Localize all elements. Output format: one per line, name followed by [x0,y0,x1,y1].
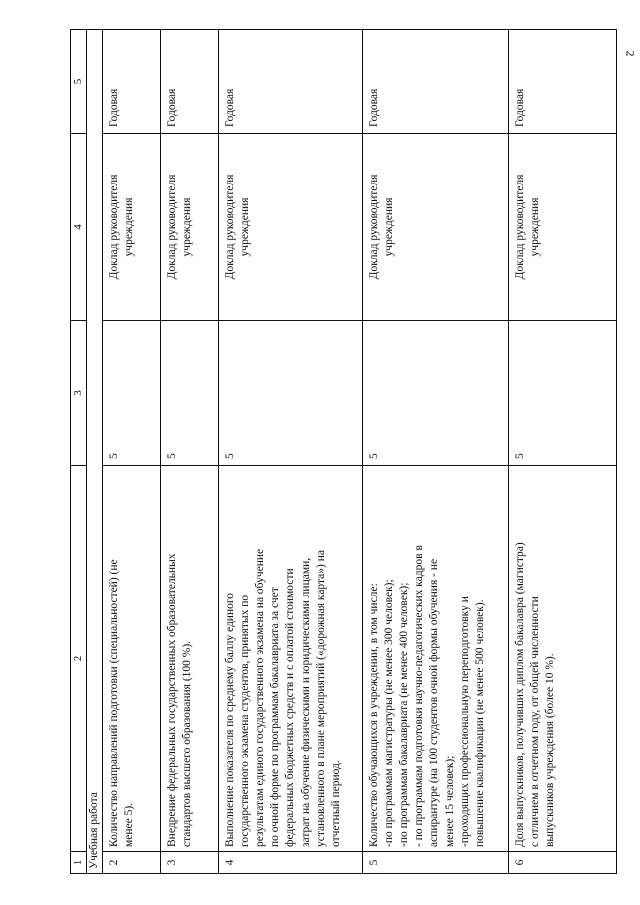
source-line: учреждения [238,197,251,257]
period-cell: Годовая [218,30,362,134]
score-cell: 5 [160,321,218,466]
criterion-line: -по программам магистратуры (не менее 300 человек); [382,579,395,847]
criterion-text [218,466,362,852]
criterion-text [160,466,218,852]
criterion-line: с отличием в отчетном году, от общей численности [528,596,541,847]
table-row [160,30,218,874]
criterion-line: установленного в плане мероприятий («дорожная карта») на [314,549,327,847]
period-cell: Годовая [362,30,508,134]
score-cell: 5 [102,321,160,466]
criterion-line: аспирантуре (на 100 студентов очной формы обучения - не [428,558,441,847]
source-cell [102,134,160,321]
score-cell: 5 [362,321,508,466]
source-cell [362,134,508,321]
score-cell: 5 [218,321,362,466]
source-line: учреждения [122,197,135,257]
row-number: 5 [362,852,508,874]
criterion-line: Количество обучающихся в учреждении, в том числе: [367,583,380,847]
column-numbers-row [71,30,87,874]
criterion-line: Внедрение федеральных государственных образовательных [165,553,178,847]
row-number: 6 [508,852,616,874]
criterion-line: менее 15 человек); [443,755,456,847]
column-number: 4 [71,134,87,321]
criteria-table [70,29,617,874]
row-number: 4 [218,852,362,874]
period-cell: Годовая [160,30,218,134]
table-row [508,30,616,874]
rotated-table-wrapper [70,30,608,874]
source-line: Доклад руководителя [223,174,236,280]
criterion-line: отчетный период. [329,760,342,847]
source-line: Доклад руководителя [107,174,120,280]
source-line: Доклад руководителя [165,174,178,280]
row-number: 3 [160,852,218,874]
criterion-line: стандартов высшего образования (100 %). [180,640,193,847]
source-cell [218,134,362,321]
criterion-line: повышение квалификации (не менее 500 человек). [473,599,486,847]
source-line: учреждения [180,197,193,257]
criterion-line: Количество направлений подготовки (специальностей) (не [107,559,120,847]
criterion-line: затрат на обучение физическими и юридическими лицами, [299,557,312,847]
source-line: учреждения [382,197,395,257]
criterion-line: результатам единого государственного экзамена на обучение [254,548,267,847]
source-line: учреждения [528,197,541,257]
score-cell: 5 [508,321,616,466]
section-title: Учебная работа [86,30,102,874]
source-line: Доклад руководителя [367,174,380,280]
section-row [86,30,102,874]
criterion-line: - по программам подготовки научно-педагогических кадров в [413,545,426,847]
criterion-text [508,466,616,852]
column-number: 2 [71,466,87,852]
criterion-line: Доля выпускников, получивших диплом бакалавра (магистра) [513,542,526,847]
criterion-text [102,466,160,852]
table-row [362,30,508,874]
criterion-line: государственного экзамена студентов, принятых по [238,594,251,847]
source-cell [508,134,616,321]
column-number: 5 [71,30,87,134]
column-number: 3 [71,321,87,466]
criterion-line: Выполнение показателя по среднему баллу единого [223,592,236,847]
criterion-line: -проходящих профессиональную переподготовку и [458,596,471,847]
page-number: 2 [623,50,638,57]
criterion-line: по очной форме по программам бакалавриата за счет [269,587,282,847]
column-number: 1 [71,852,87,874]
criterion-line: -по программам бакалавриата (не менее 400 человек); [398,582,411,847]
source-cell [160,134,218,321]
table-row [102,30,160,874]
source-line: Доклад руководителя [513,174,526,280]
criterion-line: выпускников учреждения (более 10 %). [544,653,557,847]
criterion-text [362,466,508,852]
table-row [218,30,362,874]
criterion-line: менее 5). [122,802,135,847]
criterion-line: федеральных бюджетных средств и с оплатой стоимости [284,568,297,847]
period-cell: Годовая [102,30,160,134]
row-number: 2 [102,852,160,874]
period-cell: Годовая [508,30,616,134]
